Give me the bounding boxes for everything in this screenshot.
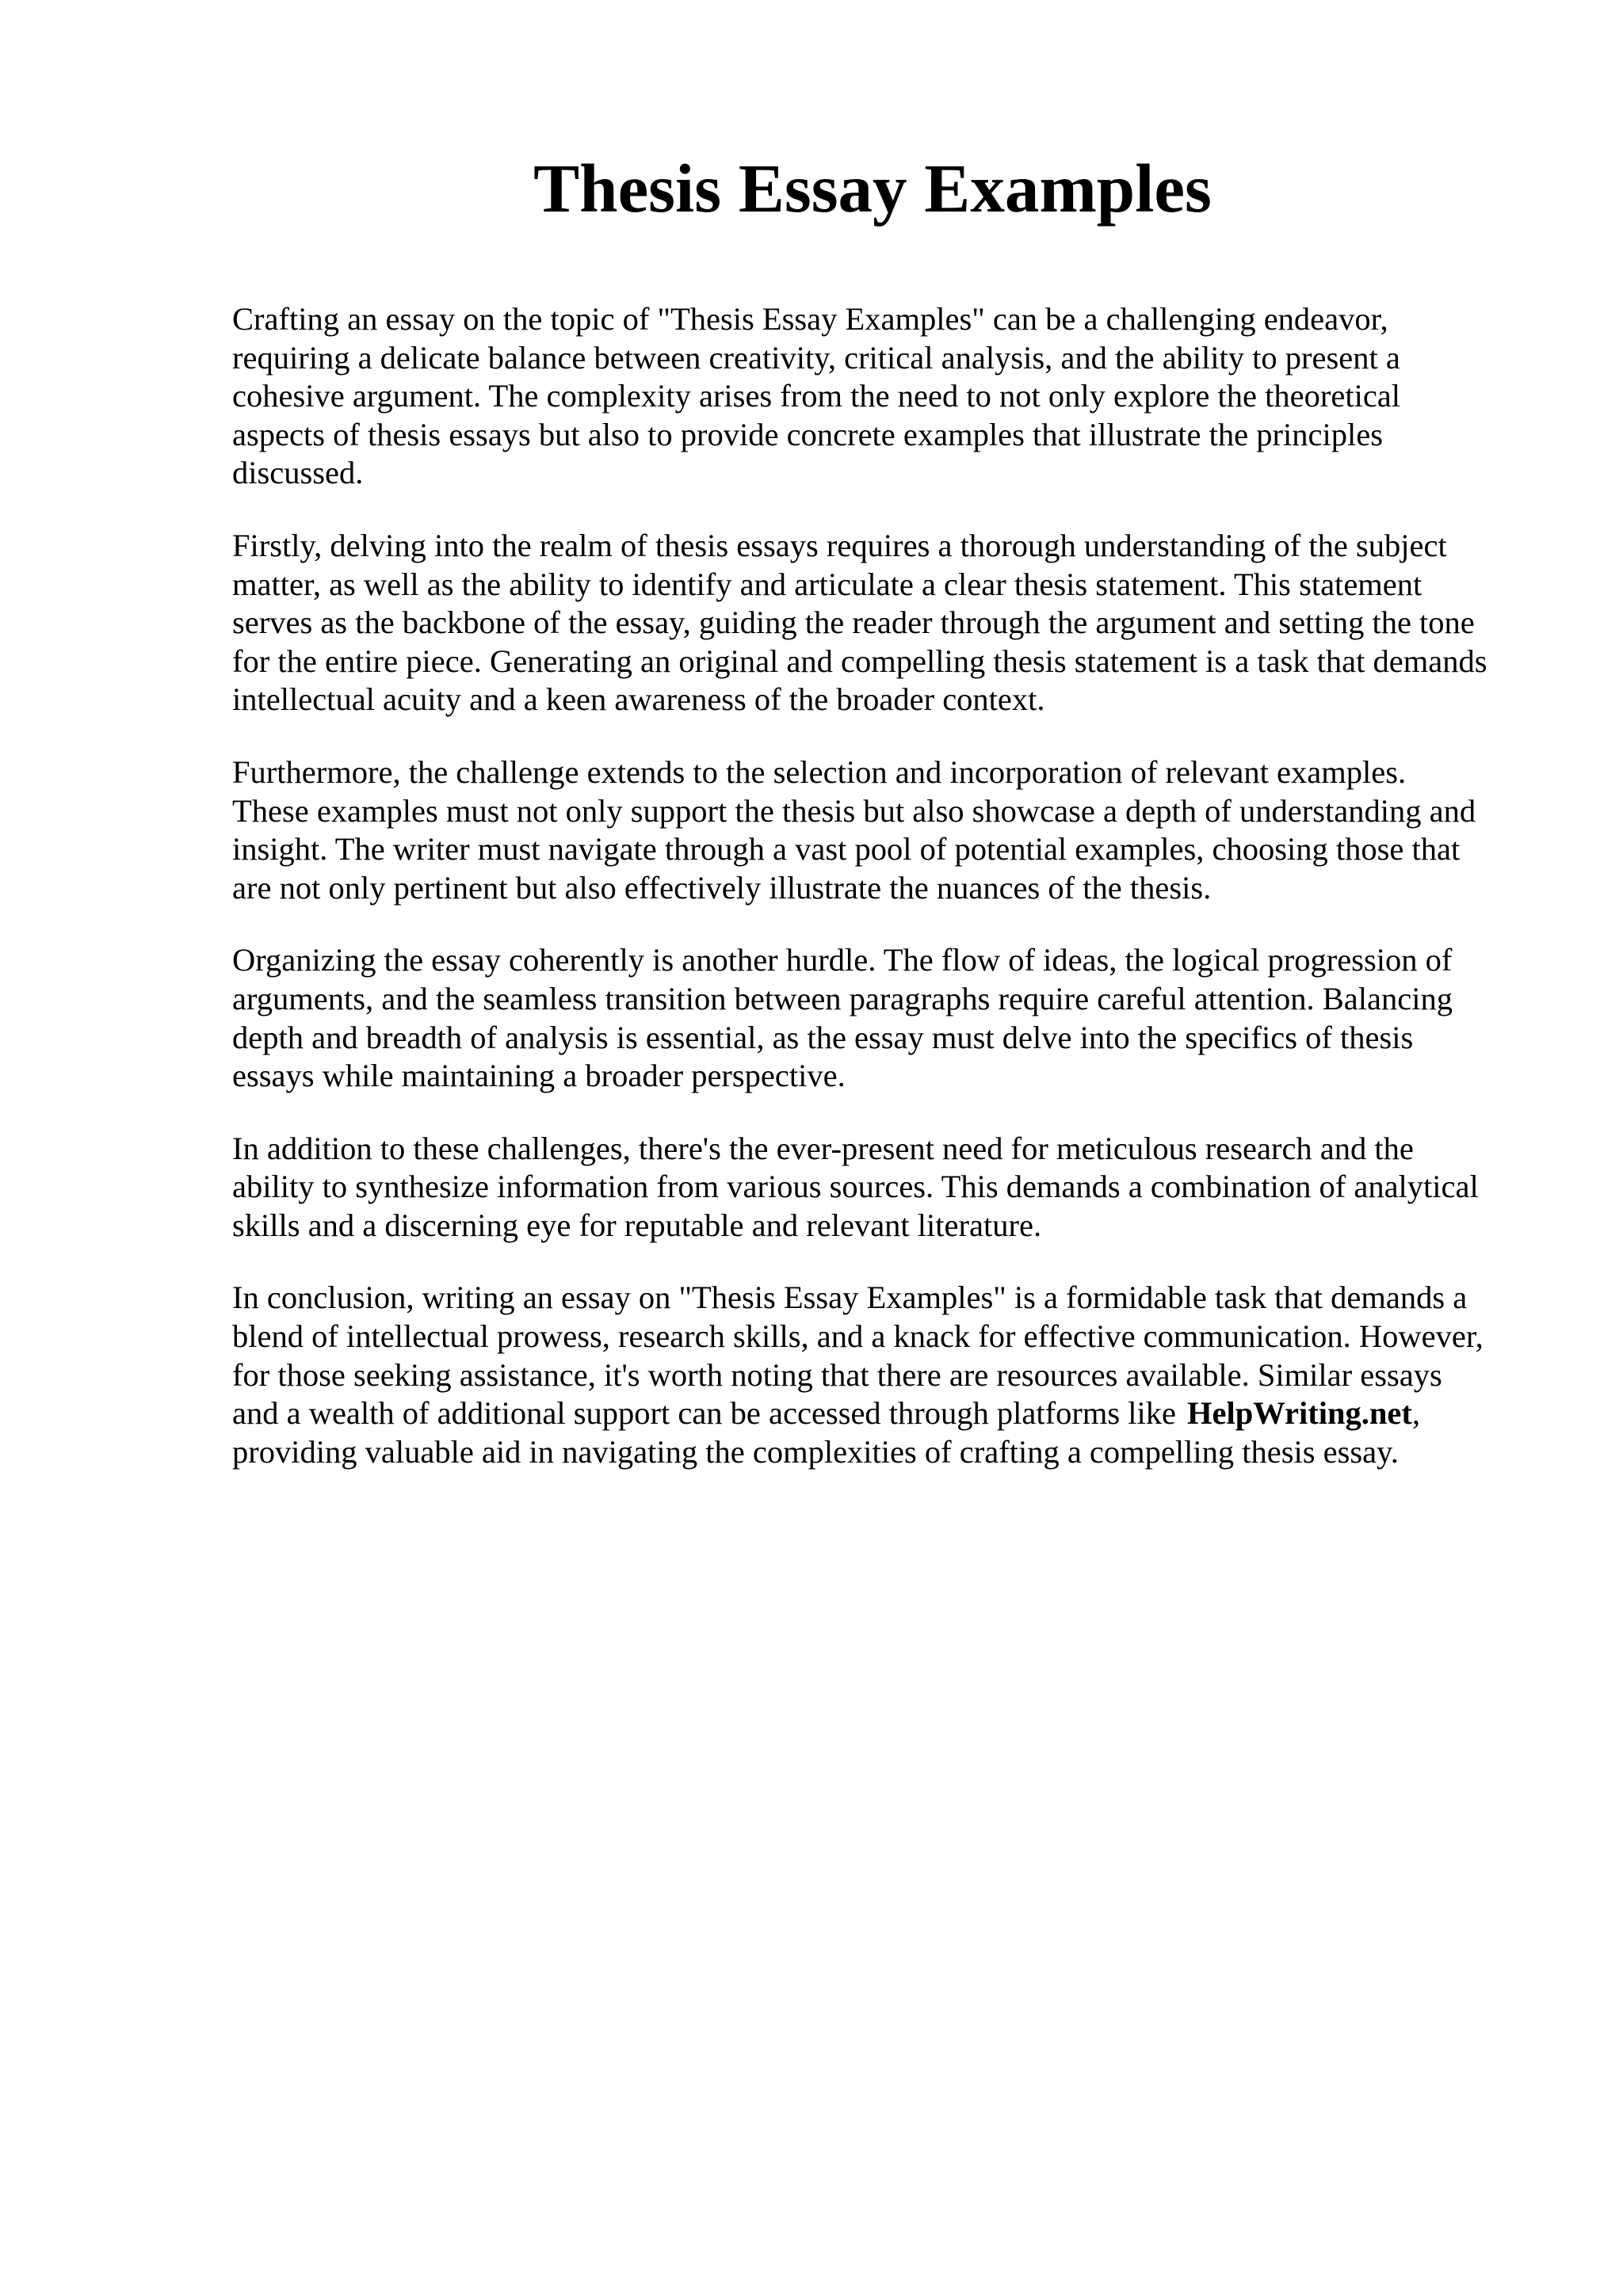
paragraph-line: depth and breadth of analysis is essential, as the essay must delve into the specifics of thesis	[232, 1019, 1414, 1055]
paragraph-line: essays while maintaining a broader perspective.	[232, 1058, 846, 1094]
paragraph-line: insight. The writer must navigate through a vast pool of potential examples, choosing those that	[232, 831, 1461, 868]
paragraph-line: Crafting an essay on the topic of "Thesis Essay Examples" can be a challenging endeavor,	[232, 301, 1388, 337]
paragraph-examples	[232, 753, 1564, 907]
paragraph-line: for those seeking assistance, it's worth noting that there are resources available. Similar essays	[232, 1356, 1442, 1393]
paragraph-line: Firstly, delving into the realm of thesis essays requires a thorough understanding of the subject	[232, 527, 1447, 563]
paragraph-line: ability to synthesize information from various sources. This demands a combination of analytical	[232, 1169, 1479, 1205]
paragraph-line: aspects of thesis essays but also to provide concrete examples that illustrate the principles	[232, 416, 1383, 452]
paragraph-line: intellectual acuity and a keen awareness of the broader context.	[232, 681, 1045, 718]
paragraph-intro	[232, 300, 1564, 493]
paragraph-line: and a wealth of additional support can be accessed through platforms like	[232, 1395, 1176, 1432]
paragraph-line: blend of intellectual prowess, research skills, and a knack for effective communication. However,	[232, 1318, 1484, 1355]
paragraph-line: discussed.	[232, 455, 364, 491]
paragraph-line: These examples must not only support the thesis but also showcase a depth of understanding and	[232, 792, 1476, 829]
paragraph-line: are not only pertinent but also effectively illustrate the nuances of the thesis.	[232, 869, 1212, 906]
paragraph-conclusion	[232, 1279, 1564, 1471]
paragraph-line: requiring a delicate balance between creativity, critical analysis, and the ability to present a	[232, 339, 1400, 376]
document-title: Thesis Essay Examples	[533, 150, 1212, 227]
paragraph-line: In addition to these challenges, there's the ever-present need for meticulous research and the	[232, 1130, 1414, 1166]
paragraph-line: skills and a discerning eye for reputable and relevant literature.	[232, 1207, 1042, 1243]
paragraph-line: arguments, and the seamless transition between paragraphs require careful attention. Balancing	[232, 980, 1453, 1016]
document-body	[232, 300, 1564, 1505]
paragraph-line: Organizing the essay coherently is another hurdle. The flow of ideas, the logical progression of	[232, 942, 1453, 978]
paragraph-line: Furthermore, the challenge extends to the selection and incorporation of relevant examples.	[232, 753, 1407, 790]
paragraph-research	[232, 1130, 1564, 1245]
paragraph-line: providing valuable aid in navigating the complexities of crafting a compelling thesis essay.	[232, 1433, 1399, 1470]
paragraph-line: cohesive argument. The complexity arises from the need to not only explore the theoretical	[232, 378, 1401, 414]
paragraph-line-suffix: ,	[1411, 1395, 1421, 1432]
paragraph-line: serves as the backbone of the essay, guiding the reader through the argument and setting the tone	[232, 605, 1475, 641]
paragraph-organization	[232, 941, 1564, 1095]
helpwriting-link[interactable]: HelpWriting.net	[1187, 1395, 1412, 1432]
paragraph-line: for the entire piece. Generating an original and compelling thesis statement is a task that demands	[232, 643, 1487, 679]
paragraph-line: In conclusion, writing an essay on "Thesis Essay Examples" is a formidable task that demands a	[232, 1280, 1468, 1316]
paragraph-line: matter, as well as the ability to identify and articulate a clear thesis statement. This statement	[232, 566, 1423, 602]
paragraph-thesis-statement	[232, 527, 1564, 719]
